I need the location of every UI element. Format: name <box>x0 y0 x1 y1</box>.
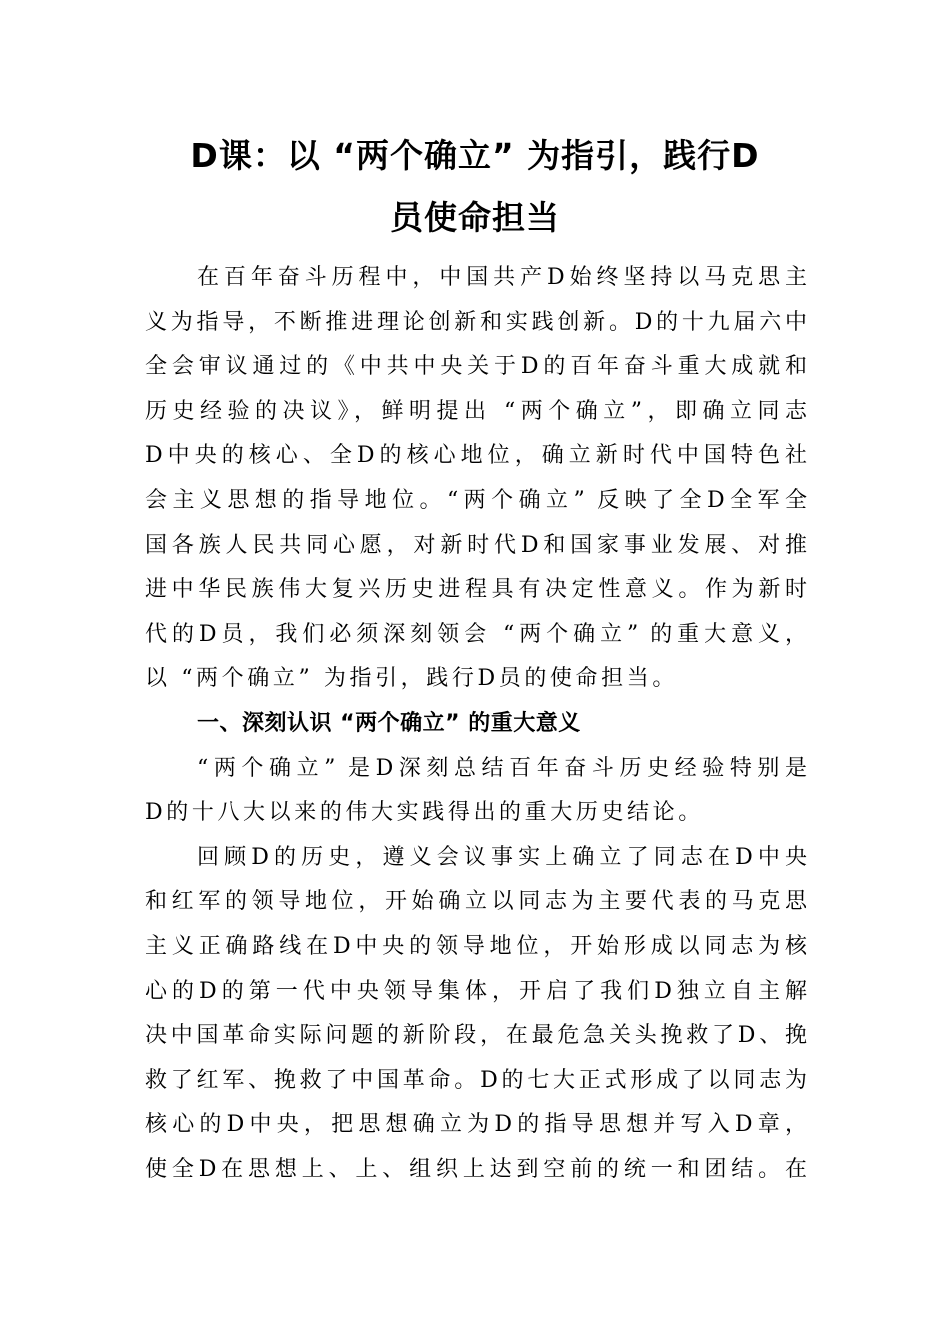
text-line: 心的D的第一代中央领导集体，开启了我们D独立自主解 <box>145 978 807 1004</box>
text-line: 以 “两个确立” 为指引，践行D员的使命担当。 <box>145 666 678 692</box>
text-line: 核心的D中央，把思想确立为D的指导思想并写入D章， <box>145 1112 807 1138</box>
paragraph-history <box>145 836 807 1193</box>
text-line: D中央的核心、全D的核心地位，确立新时代中国特色社 <box>145 443 807 469</box>
text-line: 国各族人民共同心愿，对新时代D和国家事业发展、对推 <box>145 532 807 558</box>
paragraph-conclusion <box>145 747 807 836</box>
text-line: 决中国革命实际问题的新阶段，在最危急关头挽救了D、挽 <box>145 1023 807 1049</box>
paragraph-intro <box>145 256 807 702</box>
text-line: 进中华民族伟大复兴历史进程具有决定性意义。作为新时 <box>145 577 807 603</box>
document-body <box>145 256 807 1192</box>
section-heading: 一、深刻认识 “两个确立” 的重大意义 <box>197 710 581 736</box>
document-title-line-1: D课：以 “两个确立” 为指引，践行D <box>190 136 760 175</box>
text-line: 义为指导，不断推进理论创新和实践创新。D的十九届六中 <box>145 309 807 335</box>
text-line: 主义正确路线在D中央的领导地位，开始形成以同志为核 <box>145 933 807 959</box>
text-line: 回顾D的历史，遵义会议事实上确立了同志在D中央 <box>197 844 807 870</box>
text-line: D的十八大以来的伟大实践得出的重大历史结论。 <box>145 800 704 826</box>
text-line: 历史经验的决议》，鲜明提出 “两个确立”，即确立同志 <box>145 398 807 424</box>
text-line: 和红军的领导地位，开始确立以同志为主要代表的马克思 <box>145 889 807 915</box>
text-line: 会主义思想的指导地位。“两个确立” 反映了全D全军全 <box>145 487 807 513</box>
document-title-line-2: 员使命担当 <box>390 198 560 237</box>
text-line: “两个确立” 是D深刻总结百年奋斗历史经验特别是 <box>197 755 807 781</box>
text-line: 救了红军、挽救了中国革命。D的七大正式形成了以同志为 <box>145 1067 807 1093</box>
text-line: 在百年奋斗历程中，中国共产D始终坚持以马克思主 <box>197 265 807 290</box>
text-line: 使全D在思想上、上、组织上达到空前的统一和团结。在 <box>145 1156 807 1182</box>
text-line: 全会审议通过的《中共中央关于D的百年奋斗重大成就和 <box>145 354 807 380</box>
text-line: 代的D员，我们必须深刻领会 “两个确立” 的重大意义， <box>145 621 807 647</box>
